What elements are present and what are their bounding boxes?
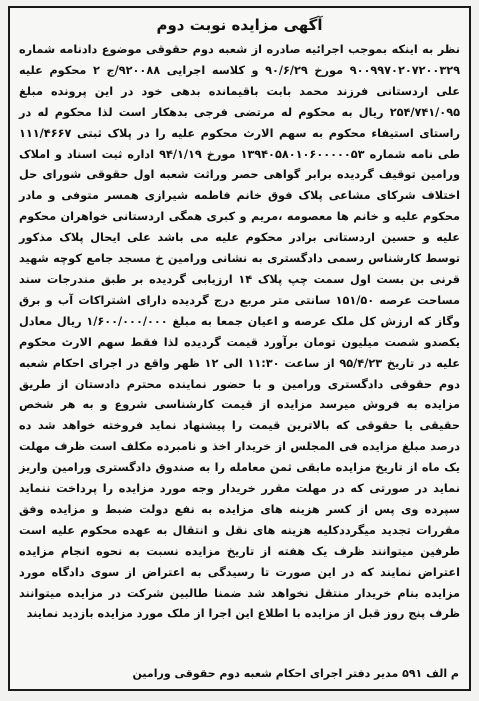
notice-title: آگهی مزایده نوبت دوم [156, 16, 323, 34]
notice-footer: م الف ۵۹۱ مدیر دفتر اجرای احکام شعبه دوم حقوقی ورامین [132, 667, 459, 680]
notice-body: نظر به اینکه بموجب اجرائیه صادره از شعبه دوم حقوقی موضوع دادنامه شماره ۹۰۰۹۹۷۰۲۰۷۲۰۰۳۲۹ مورخ ۹۰/۶/۲۹ و کلاسه اجرایی ۹۲۰۰۸۸/ج ۲ محکوم علیه علی اردستانی فرزند محمد بابت باقیمانده بدهی خود در این پرونده مبلغ ۲۵۴/۷۴۱/۰۹۵ ریال به محکوم له مرتضی فرجی بدهکار است لذا محکوم له در راستای استیفاء محکوم به سهم الارث محکوم علیه را در پلاک ثبتی ۱۱۱/۴۶۶۷ طی نامه شماره ۱۳۹۴۰۵۸۰۱۰۶۰۰۰۰۰۵۳ مورخ ۹۴/۱/۱۹ اداره ثبت اسناد و املاک ورامین توقیف گردیده برابر گواهی حصر وراثت شعبه اول حقوقی شورای حل اختلاف شرکای مشاعی پلاک فوق خانم فاطمه شیرازی همسر متوفی و مادر محکوم علیه و خانم ها معصومه ،مریم و کبری همگی اردستانی خواهران محکوم علیه و حسین اردستانی برادر محکوم علیه می باشد علی ایحال پلاک مذکور توسط کارشناس رسمی دادگستری به نشانی ورامین خ مسجد جامع کوچه شهید قرنی بن بست اول سمت چپ پلاک ۱۴ ارزیابی گردیده بر طبق مندرجات سند مساحت عرصه ۱۵۱/۵۰ سانتی متر مربع درج گردیده دارای اشتراکات آب و برق وگاز که ارزش کل ملک عرصه و اعیان جمعا به مبلغ ۱/۶۰۰/۰۰۰/۰۰۰ ریال معادل یکصدو شصت میلیون تومان برآورد قیمت گردیده لذا فقط سهم الارث محکوم علیه در تاریخ ۹۵/۴/۲۳ از ساعت ۱۱:۳۰ الی ۱۲ ظهر واقع در اجرای احکام شعبه دوم حقوقی دادگستری ورامین و با حضور نماینده محترم دادستان از طریق مزایده به فروش میرسد مزایده از قیمت کارشناسی شروع و به هر شخص حقیقی یا حقوقی که بالاترین قیمت را پیشنهاد نماید فروخته خواهد شد ده درصد مبلغ مزایده فی المجلس از خریدار اخذ و نامبرده مکلف است ظرف مهلت یک ماه از تاریخ مزایده مابقی ثمن معامله را به صندوق دادگستری ورامین واریز نماید در صورتی که در مهلت مقرر خریدار وجه مورد مزایده را پرداخت ننماید سپرده وی پس از کسر هزینه های مزایده به نفع دولت ضبط و مزایده وفق مقررات تجدید میگرددکلیه هزینه های نقل و انتقال به عهده محکوم علیه است طرفین میتوانند ظرف یک هفته از تاریخ مزایده نسبت به نحوه انجام مزایده اعتراض نمایند که در این صورت تا رسیدگی به اعتراض از سوی دادگاه مورد مزایده بنام خریدار منتقل نخواهد شد ضمنا طالبین شرکت در مزایده میتوانند ظرف پنج روز قبل از مزایده با اطلاع این اجرا از ملک مورد مزایده بازدید نمایند [19, 43, 461, 621]
auction-notice [8, 6, 471, 691]
